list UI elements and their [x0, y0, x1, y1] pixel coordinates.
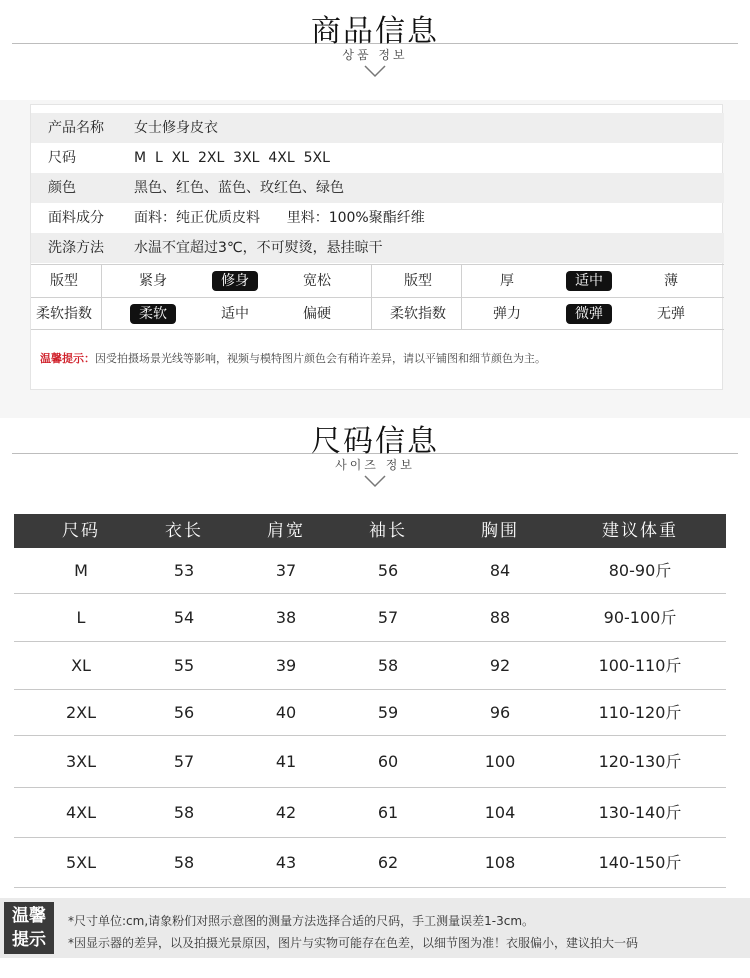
table-cell: 41 [275, 752, 297, 771]
size-table-header [14, 514, 726, 548]
attr-option-selected: 微弹 [549, 298, 629, 330]
attribute-row-2 [31, 297, 724, 330]
size-info-subtitle: 사이즈 정보 [335, 458, 415, 472]
info-value: 水温不宜超过3℃，不可熨烫，悬挂晾干 [134, 240, 383, 256]
bottom-tips [0, 898, 750, 958]
attr-label: 版型 [50, 273, 78, 289]
table-row [14, 838, 726, 888]
info-value: M L XL 2XL 3XL 4XL 5XL [134, 150, 330, 166]
table-row [14, 690, 726, 736]
table-row [14, 642, 726, 690]
info-value: 面料：纯正优质皮料 里料：100%聚酯纤维 [134, 210, 425, 226]
attr-option: 适中 [221, 306, 249, 322]
table-row [14, 548, 726, 594]
attr-option: 紧身 [139, 273, 167, 289]
table-cell: 42 [275, 803, 297, 822]
attr-option-selected: 适中 [549, 265, 629, 297]
attr-option-selected: 柔软 [113, 298, 193, 330]
info-row-size [31, 143, 724, 173]
tips-line-2: *因显示器的差异，以及拍摄光景原因，图片与实物可能存在色差，以细节图为准！衣服偏小，建议拍大一码 [68, 936, 639, 950]
table-cell: 120-130斤 [598, 752, 682, 771]
table-cell: 88 [489, 608, 511, 627]
table-cell: 60 [377, 752, 399, 771]
size-info-header [0, 410, 750, 500]
product-info-header [0, 0, 750, 100]
table-cell: 80-90斤 [608, 561, 672, 580]
attribute-row-1 [31, 264, 724, 297]
info-label: 产品名称 [48, 120, 104, 136]
attr-label: 版型 [404, 273, 432, 289]
table-cell: 58 [377, 656, 399, 675]
table-cell: 96 [489, 703, 511, 722]
column-header: 衣长 [165, 521, 203, 541]
tips-badge [4, 902, 54, 954]
info-value: 黑色、红色、蓝色、玫红色、绿色 [134, 180, 344, 196]
table-cell: 92 [489, 656, 511, 675]
table-row [14, 594, 726, 642]
table-cell: 37 [275, 561, 297, 580]
warm-tip-text: 因受拍摄场景光线等影响，视频与模特图片颜色会有稍许差异，请以平铺图和细节颜色为主。 [95, 352, 546, 365]
table-cell: 84 [489, 561, 511, 580]
product-info-box [30, 104, 723, 390]
warm-tip-label: 温馨提示： [40, 352, 95, 365]
info-label: 洗涤方法 [48, 240, 104, 256]
attr-label: 柔软指数 [390, 306, 446, 322]
column-header: 肩宽 [267, 521, 305, 541]
attr-option-selected: 修身 [195, 265, 275, 297]
tips-line-1: *尺寸单位:cm,请象粉们对照示意图的测量方法选择合适的尺码，手工测量误差1-3cm。 [68, 914, 535, 928]
table-cell: 4XL [65, 803, 97, 822]
table-cell: 108 [484, 853, 516, 872]
table-cell: 100-110斤 [598, 656, 682, 675]
table-cell: XL [71, 656, 91, 675]
table-cell: 5XL [65, 853, 97, 872]
table-cell: 39 [275, 656, 297, 675]
size-info-title: 尺码信息 [311, 424, 439, 459]
table-row [14, 736, 726, 788]
info-row-color [31, 173, 724, 203]
table-cell: 53 [173, 561, 195, 580]
attr-option: 薄 [664, 273, 678, 289]
column-header: 胸围 [481, 521, 519, 541]
tips-badge-line: 温馨 [12, 906, 46, 926]
attr-option: 无弹 [657, 306, 685, 322]
table-cell: 38 [275, 608, 297, 627]
table-cell: 61 [377, 803, 399, 822]
attr-option: 弹力 [493, 306, 521, 322]
product-info-subtitle: 상품 정보 [342, 48, 408, 62]
table-cell: 54 [173, 608, 195, 627]
attr-divider [371, 264, 372, 330]
table-cell: 58 [173, 803, 195, 822]
info-row-name [31, 113, 724, 143]
table-cell: 90-100斤 [603, 608, 677, 627]
info-value: 女士修身皮衣 [134, 120, 218, 136]
table-cell: 56 [377, 561, 399, 580]
attr-option: 宽松 [303, 273, 331, 289]
attr-option: 厚 [500, 273, 514, 289]
attr-divider [101, 264, 102, 330]
info-label: 尺码 [48, 150, 76, 166]
table-cell: 104 [484, 803, 516, 822]
info-row-fabric [31, 203, 724, 233]
table-cell: 57 [173, 752, 195, 771]
table-cell: 43 [275, 853, 297, 872]
attr-divider [461, 264, 462, 330]
table-cell: 62 [377, 853, 399, 872]
table-cell: 59 [377, 703, 399, 722]
table-row [14, 788, 726, 838]
table-cell: 2XL [65, 703, 97, 722]
table-cell: 56 [173, 703, 195, 722]
attr-label: 柔软指数 [36, 306, 92, 322]
chevron-down-icon [363, 64, 387, 78]
info-label: 颜色 [48, 180, 76, 196]
column-header: 尺码 [62, 521, 100, 541]
column-header: 建议体重 [602, 521, 678, 541]
attr-option: 偏硬 [303, 306, 331, 322]
table-cell: 140-150斤 [598, 853, 682, 872]
product-info-title: 商品信息 [311, 14, 439, 49]
table-cell: 57 [377, 608, 399, 627]
table-cell: 40 [275, 703, 297, 722]
table-cell: M [74, 561, 88, 580]
column-header: 袖长 [369, 521, 407, 541]
warm-tip-note [40, 350, 546, 366]
table-cell: 100 [484, 752, 516, 771]
table-cell: 3XL [65, 752, 97, 771]
chevron-down-icon [363, 474, 387, 488]
info-label: 面料成分 [48, 210, 104, 226]
table-cell: 130-140斤 [598, 803, 682, 822]
table-cell: 58 [173, 853, 195, 872]
table-cell: L [76, 608, 86, 627]
tips-badge-line: 提示 [12, 930, 46, 950]
info-row-wash [31, 233, 724, 263]
table-cell: 55 [173, 656, 195, 675]
table-cell: 110-120斤 [598, 703, 682, 722]
product-info-panel [0, 100, 750, 418]
